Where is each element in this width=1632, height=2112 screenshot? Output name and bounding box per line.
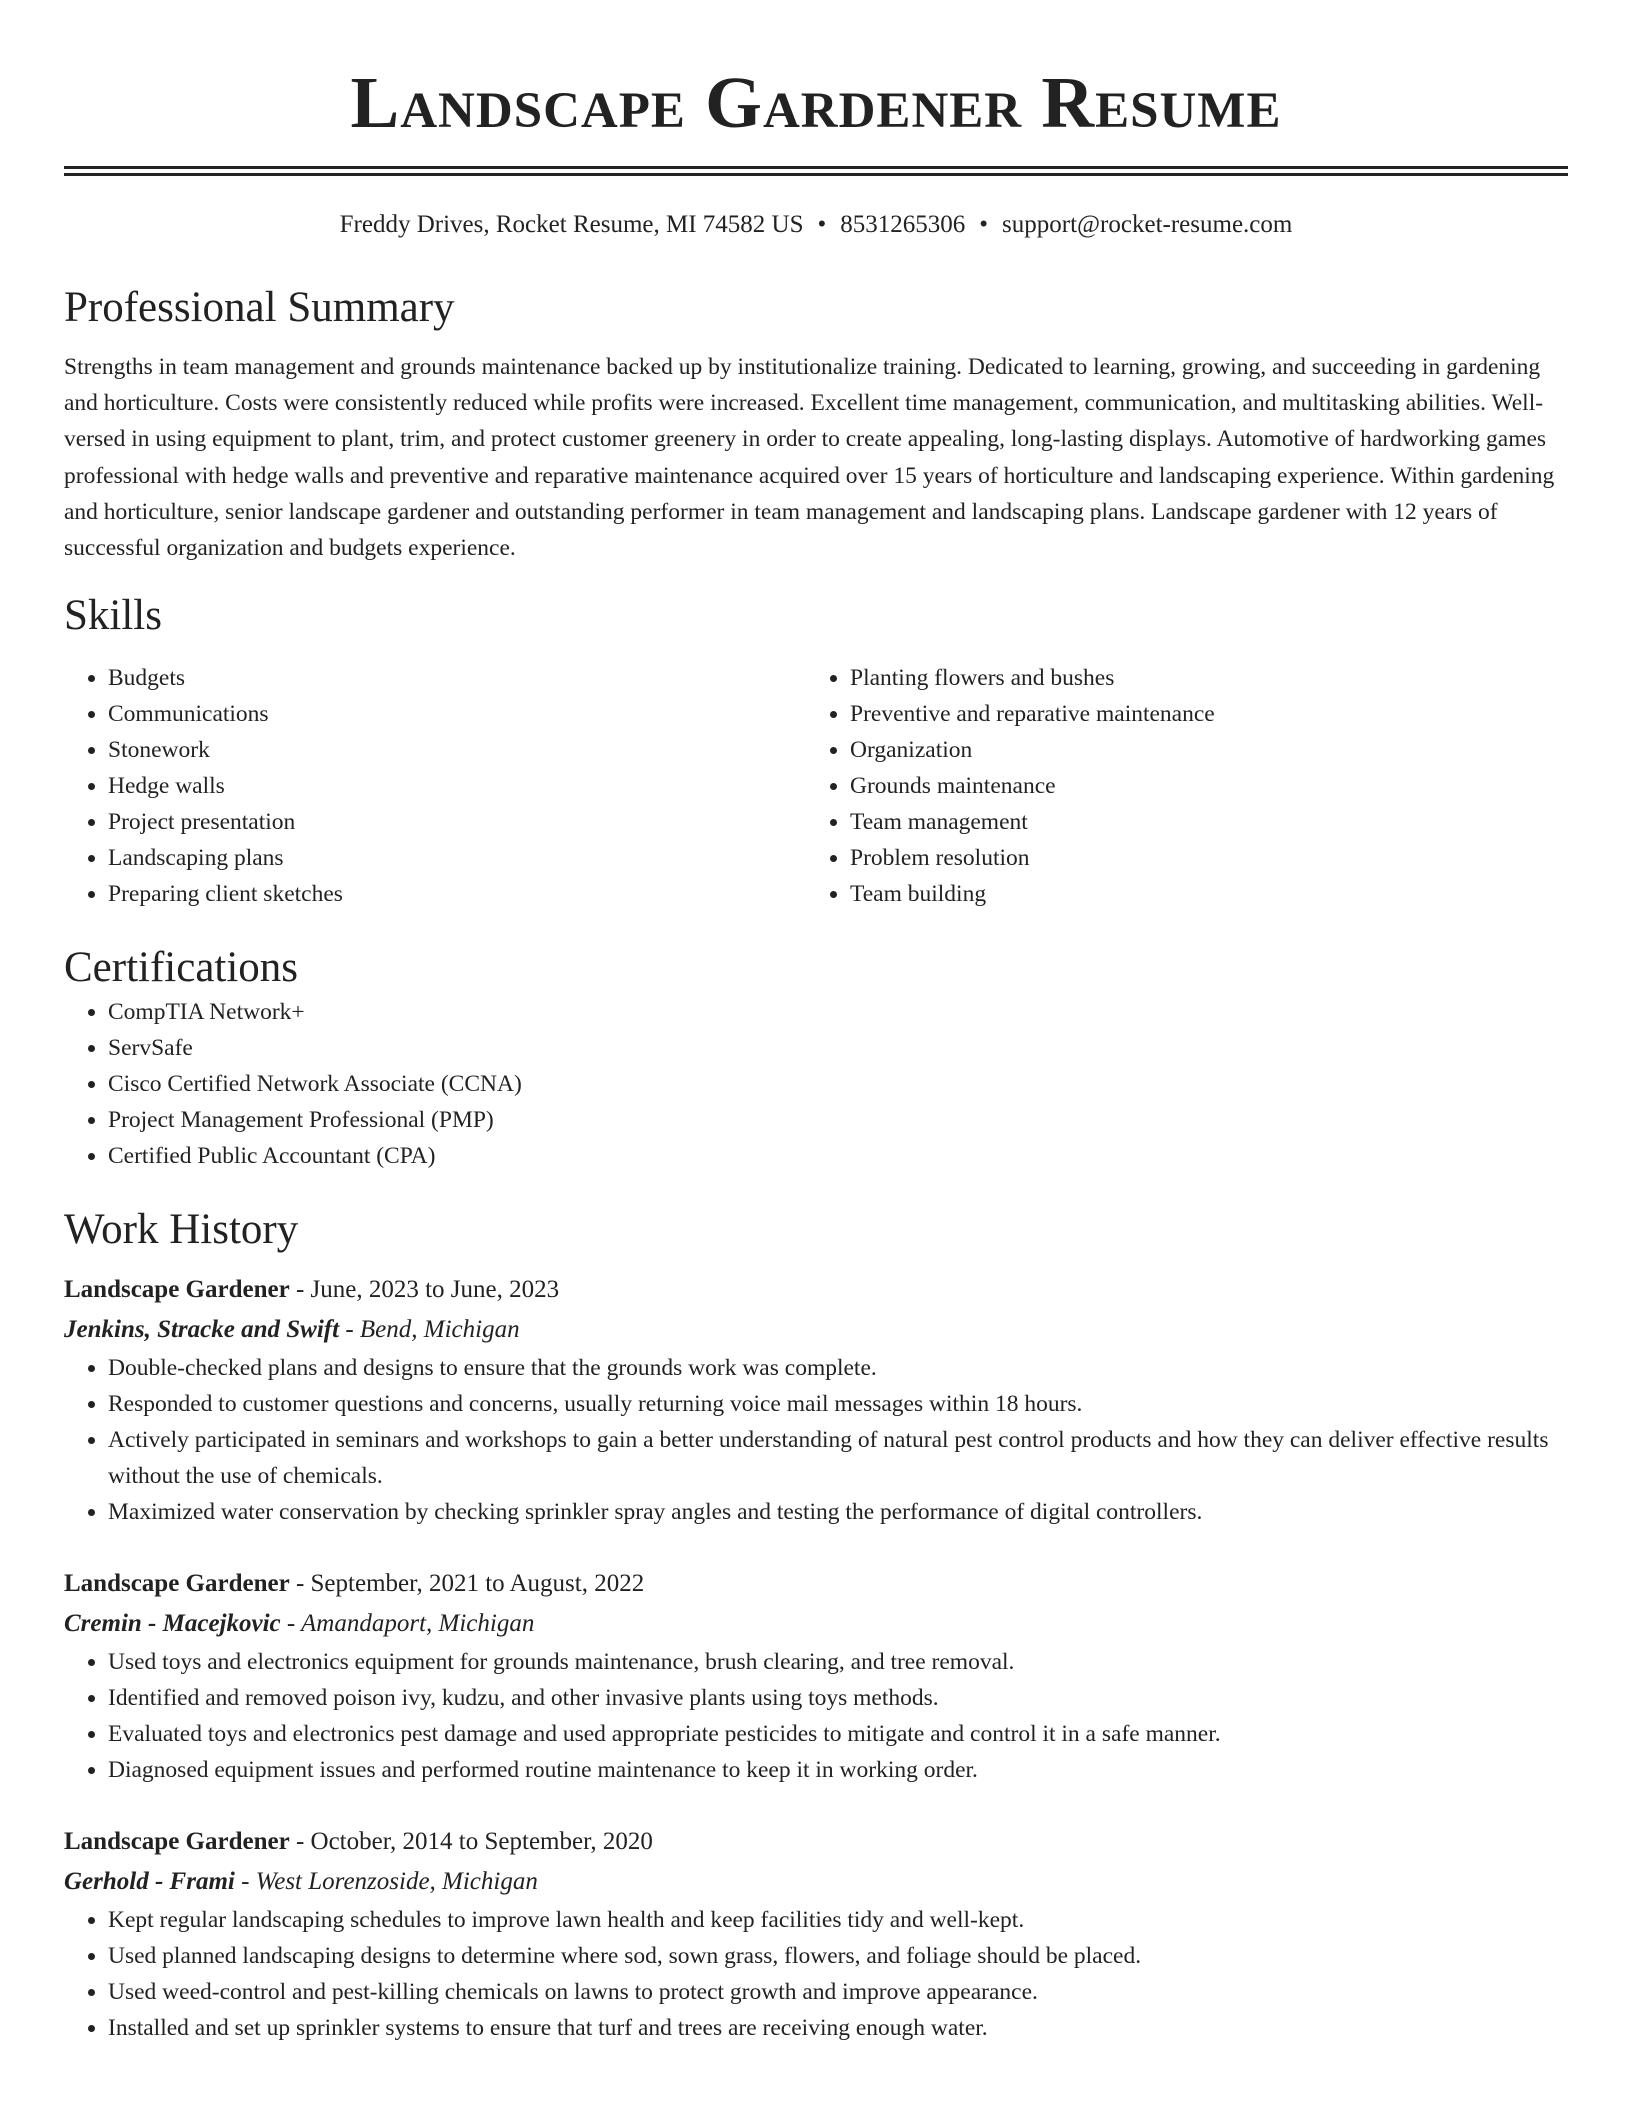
job-duty: • Used planned landscaping designs to determine where sod, sown grass, flowers, and foliage should be placed. <box>108 1938 1568 1974</box>
certification-item: • CompTIA Network+ <box>108 994 1568 1030</box>
job-duties-list <box>64 1350 1568 1530</box>
skill-item: • Landscaping plans <box>108 840 806 876</box>
contact-email: support@rocket-resume.com <box>1002 211 1293 238</box>
job-dates: June, 2023 to June, 2023 <box>310 1276 560 1304</box>
job-duty: • Identified and removed poison ivy, kudzu, and other invasive plants using toys methods. <box>108 1680 1568 1716</box>
job-header <box>64 1564 1568 1604</box>
skill-item: • Hedge walls <box>108 768 806 804</box>
job-duty: • Diagnosed equipment issues and performed routine maintenance to keep it in working order. <box>108 1752 1568 1788</box>
skill-item: • Planting flowers and bushes <box>850 660 1548 696</box>
job-entry <box>64 1564 1568 1788</box>
summary-text: Strengths in team management and grounds maintenance backed up by institutionalize training. Dedicated to learning, growing, and succeeding in gardening and horticulture. Costs were consistently reduced while profits were increased. Excellent time management, communication, and multitasking abilities. Well-versed in using equipment to plant, trim, and protect customer greenery in order to create appealing, long-lasting displays. Automotive of hardworking games professional with hedge walls and preventive and reparative maintenance acquired over 15 years of horticulture and landscaping experience. Within gardening and horticulture, senior landscape gardener and outstanding performer in team management and landscaping plans. Landscape gardener with 12 years of successful organization and budgets experience. <box>64 354 1555 562</box>
title-divider <box>64 166 1568 176</box>
skill-item: • Organization <box>850 732 1548 768</box>
job-employer <box>64 1310 1568 1350</box>
job-duty: • Responded to customer questions and concerns, usually returning voice mail messages within 18 hours. <box>108 1386 1568 1422</box>
skills-heading: Skills <box>64 592 162 640</box>
skill-item: • Problem resolution <box>850 840 1548 876</box>
job-dash: - <box>289 1828 311 1856</box>
job-duties-list <box>64 1644 1568 1788</box>
certification-item: • Cisco Certified Network Associate (CCNA) <box>108 1066 1568 1102</box>
skill-item: • Budgets <box>108 660 806 696</box>
skills-column-right <box>806 660 1548 912</box>
job-dash: - <box>280 1610 302 1638</box>
job-title: Landscape Gardener <box>64 1276 290 1304</box>
job-duty: • Used toys and electronics equipment for grounds maintenance, brush clearing, and tree removal. <box>108 1644 1568 1680</box>
skill-item: • Communications <box>108 696 806 732</box>
contact-separator: • <box>817 211 827 238</box>
skills-columns <box>64 660 1568 912</box>
job-location: Amandaport, Michigan <box>301 1610 535 1638</box>
skill-item: • Stonework <box>108 732 806 768</box>
contact-address: Freddy Drives, Rocket Resume, MI 74582 US <box>339 211 804 238</box>
job-duty: • Kept regular landscaping schedules to improve lawn health and keep facilities tidy and well-kept. <box>108 1902 1568 1938</box>
work-history-heading: Work History <box>64 1206 299 1254</box>
job-duty: • Actively participated in seminars and workshops to gain a better understanding of natural pest control products and how they can deliver effective results without the use of chemicals. <box>108 1422 1568 1494</box>
job-duty: • Maximized water conservation by checking sprinkler spray angles and testing the performance of digital controllers. <box>108 1494 1568 1530</box>
job-dates: October, 2014 to September, 2020 <box>310 1828 653 1856</box>
job-dates: September, 2021 to August, 2022 <box>310 1570 645 1598</box>
job-dash: - <box>289 1276 311 1304</box>
contact-phone: 8531265306 <box>840 211 966 238</box>
job-employer <box>64 1862 1568 1902</box>
job-location: West Lorenzoside, Michigan <box>255 1868 538 1896</box>
job-duty: • Double-checked plans and designs to ensure that the grounds work was complete. <box>108 1350 1568 1386</box>
contact-separator: • <box>979 211 989 238</box>
skill-item: • Team management <box>850 804 1548 840</box>
contact-line <box>64 208 1568 242</box>
job-entry <box>64 1270 1568 1530</box>
job-dash: - <box>234 1868 256 1896</box>
job-dash: - <box>339 1316 360 1344</box>
job-company: Gerhold - Frami <box>64 1868 235 1896</box>
job-duty: • Used weed-control and pest-killing chemicals on lawns to protect growth and improve appearance. <box>108 1974 1568 2010</box>
skills-list-right <box>806 660 1548 912</box>
job-location: Bend, Michigan <box>359 1316 520 1344</box>
job-header <box>64 1270 1568 1310</box>
job-employer <box>64 1604 1568 1644</box>
job-title: Landscape Gardener <box>64 1570 290 1598</box>
skill-item: • Preparing client sketches <box>108 876 806 912</box>
certification-item: • ServSafe <box>108 1030 1568 1066</box>
skill-item: • Grounds maintenance <box>850 768 1548 804</box>
summary-heading: Professional Summary <box>64 284 455 331</box>
skills-column-left <box>64 660 806 912</box>
job-duties-list <box>64 1902 1568 2046</box>
job-duty: • Installed and set up sprinkler systems to ensure that turf and trees are receiving enough water. <box>108 2010 1568 2046</box>
job-header <box>64 1822 1568 1862</box>
page-title: Landscape Gardener Resume <box>350 62 1282 143</box>
skills-list-left <box>64 660 806 912</box>
certification-item: • Project Management Professional (PMP) <box>108 1102 1568 1138</box>
job-title: Landscape Gardener <box>64 1828 290 1856</box>
certifications-heading: Certifications <box>64 944 299 992</box>
job-company: Cremin - Macejkovic <box>64 1610 281 1638</box>
job-company: Jenkins, Stracke and Swift <box>64 1316 340 1344</box>
skill-item: • Preventive and reparative maintenance <box>850 696 1548 732</box>
job-dash: - <box>289 1570 311 1598</box>
job-entry <box>64 1822 1568 2046</box>
skill-item: • Team building <box>850 876 1548 912</box>
skill-item: • Project presentation <box>108 804 806 840</box>
certifications-list <box>64 994 1568 1174</box>
job-duty: • Evaluated toys and electronics pest damage and used appropriate pesticides to mitigate and control it in a safe manner. <box>108 1716 1568 1752</box>
certification-item: • Certified Public Accountant (CPA) <box>108 1138 1568 1174</box>
